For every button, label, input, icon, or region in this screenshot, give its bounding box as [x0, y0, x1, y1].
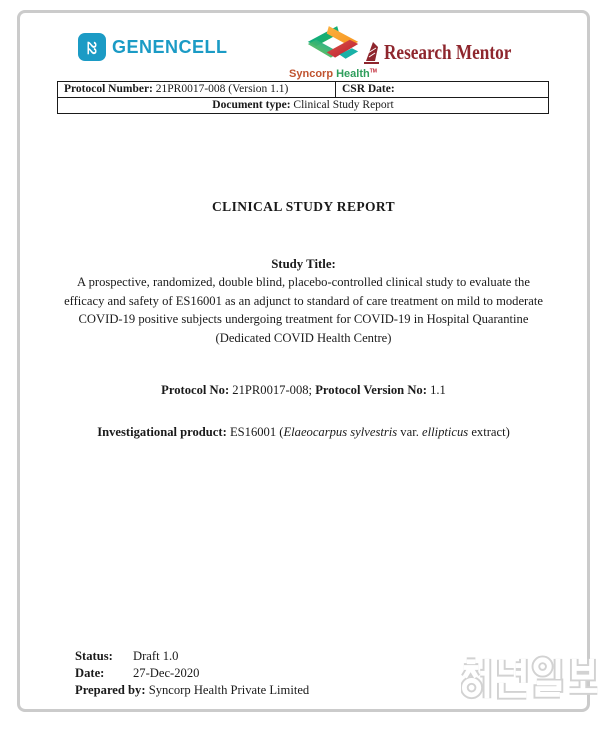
protocol-header-table	[57, 81, 549, 114]
prepared-by-value: Syncorp Health Private Limited	[145, 683, 310, 697]
prepared-by-label: Prepared by:	[75, 683, 146, 697]
research-mentor-quill-icon	[363, 39, 381, 65]
syncorp-tm-mark: TM	[369, 68, 377, 75]
research-mentor-logo	[363, 39, 539, 65]
protocol-number-label: Protocol Number:	[64, 83, 153, 95]
syncorp-word-part1: Syncorp	[289, 68, 334, 80]
investigational-open: ES16001 (	[226, 425, 284, 439]
protocol-version-value: 1.1	[426, 383, 446, 397]
investigational-species: Elaeocarpus sylvestris	[283, 425, 398, 439]
document-type-cell	[58, 98, 549, 114]
watermark	[461, 648, 605, 710]
protocol-no-value: 21PR0017-008;	[229, 383, 316, 397]
prepared-by-line	[75, 682, 309, 699]
status-value: Draft 1.0	[133, 649, 179, 663]
logo-row	[20, 21, 587, 83]
date-label: Date:	[75, 666, 105, 680]
table-row	[58, 82, 549, 98]
investigational-label: Investigational product:	[97, 425, 227, 439]
syncorp-wordmark	[283, 68, 383, 80]
investigational-product-line	[20, 425, 587, 440]
genencell-logo	[78, 33, 228, 61]
csr-date-cell	[336, 82, 549, 98]
protocol-version-label: Protocol Version No:	[315, 383, 427, 397]
investigational-close: extract)	[468, 425, 510, 439]
genencell-icon-glyph: 22	[84, 40, 100, 54]
status-label: Status:	[75, 649, 113, 663]
csr-date-label: CSR Date:	[342, 83, 395, 95]
protocol-no-label: Protocol No:	[161, 383, 230, 397]
date-line	[75, 665, 309, 682]
page-title: CLINICAL STUDY REPORT	[212, 199, 395, 214]
study-title-block	[20, 257, 587, 347]
investigational-variety: ellipticus	[422, 425, 469, 439]
document-type-value: Clinical Study Report	[290, 99, 394, 111]
protocol-number-cell	[58, 82, 336, 98]
document-page	[17, 10, 590, 712]
table-row	[58, 98, 549, 114]
genencell-icon	[78, 33, 106, 61]
study-title-text: A prospective, randomized, double blind, placebo-controlled clinical study to evaluate the efficacy and safety of ES16001 as an adjunct to standard of care treatment on mild to moderate COVID-19 positive subjects undergoing treatment for COVID-19 in Hospital Quarantine (Dedicated COVID Health Centre)	[64, 275, 543, 345]
document-type-label: Document type:	[212, 99, 291, 111]
research-mentor-wordmark: Research Mentor	[383, 39, 512, 64]
protocol-number-value: 21PR0017-008 (Version 1.1)	[152, 83, 289, 95]
study-title-label: Study Title:	[271, 257, 336, 271]
footer-block	[75, 648, 309, 699]
status-line	[75, 648, 309, 665]
syncorp-word-part2: Health	[336, 68, 370, 80]
protocol-line	[20, 383, 587, 398]
investigational-var: var.	[397, 425, 422, 439]
genencell-wordmark: GENENCELL	[112, 36, 228, 57]
date-value: 27-Dec-2020	[133, 666, 200, 680]
